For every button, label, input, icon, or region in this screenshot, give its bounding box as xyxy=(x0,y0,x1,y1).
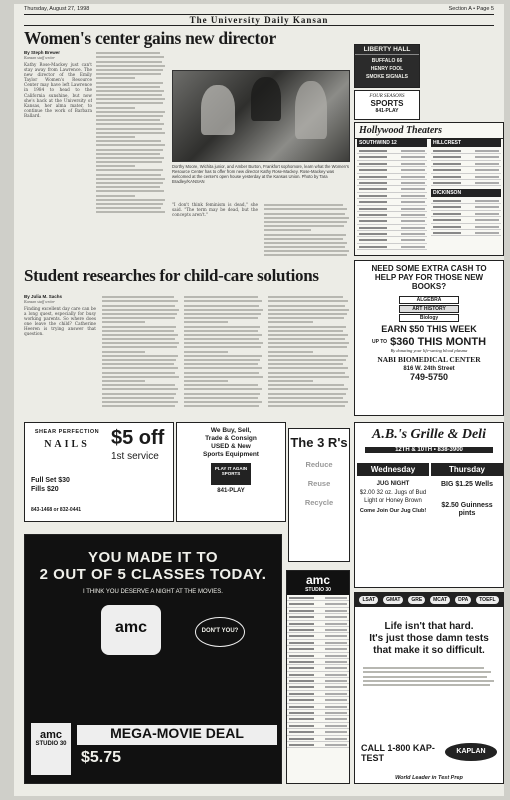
text-line xyxy=(184,342,263,344)
books-headline: NEED SOME EXTRA CASH TO HELP PAY FOR THOSE NEW BOOKS? xyxy=(371,264,487,291)
amc-showtimes xyxy=(287,595,349,748)
text-line xyxy=(264,229,311,231)
text-line xyxy=(184,380,228,382)
article1-column-4 xyxy=(264,202,350,262)
text-line xyxy=(96,207,161,209)
text-line xyxy=(268,401,348,403)
text-line xyxy=(96,102,163,104)
text-line xyxy=(96,86,160,88)
article1-photo xyxy=(172,70,350,162)
wells-deal: BIG $1.25 Wells xyxy=(440,481,493,488)
three-rs-ad xyxy=(288,428,350,562)
text-line xyxy=(102,305,175,307)
liberty-hall-ad[interactable] xyxy=(354,44,420,88)
amc-logo: amc xyxy=(305,573,331,587)
text-line xyxy=(184,309,263,311)
text-line xyxy=(102,397,174,399)
reuse-label: Reuse xyxy=(307,479,331,488)
text-line xyxy=(264,238,343,240)
text-line xyxy=(102,338,175,340)
article1-byline: By Steph Brewer xyxy=(24,50,61,55)
article2-column-2 xyxy=(102,294,180,414)
issue-date: Thursday, August 27, 1998 xyxy=(24,6,90,12)
theater-hillcrest: HILLCREST xyxy=(431,139,501,147)
sports-ad-phone: 841-PLAY xyxy=(375,108,399,114)
text-line xyxy=(102,346,177,348)
section-page: Section A • Page 5 xyxy=(448,6,494,12)
four-seasons-sports-ad[interactable] xyxy=(354,90,420,120)
text-line xyxy=(268,359,346,361)
play-it-again-phone: 841-PLAY xyxy=(217,488,245,494)
article2-column-4 xyxy=(268,294,350,414)
liberty-hall-name: LIBERTY HALL xyxy=(355,45,419,55)
text-line xyxy=(102,376,179,378)
studio30-small: STUDIO 30 xyxy=(35,741,67,747)
test-chip: TOEFL xyxy=(476,596,498,604)
text-line xyxy=(96,123,164,125)
company-address: 816 W. 24th Street xyxy=(403,366,455,372)
listing-row xyxy=(287,742,349,748)
kaplan-tagline: World Leader in Test Prep xyxy=(395,775,463,781)
text-line xyxy=(96,203,163,205)
text-line xyxy=(363,676,487,678)
text-line xyxy=(96,165,135,167)
article2-headline: Student researches for child-care solutions xyxy=(24,266,319,285)
text-line xyxy=(264,242,347,244)
text-line xyxy=(363,667,484,669)
up-to-label: UP TO xyxy=(371,339,388,345)
text-line xyxy=(184,397,258,399)
text-line xyxy=(184,359,260,361)
listing-row xyxy=(431,230,501,236)
photo-caption: Dorthy Moore, Wichita junior, and Amber Burton, Frankfort sophomore, learn what the Women's Resource Center has to offer from new director Kathy Rose-Mackey. Rose-Mackey was welcomed at the center's open house yesterday at the Kansas Union. Photo by Tara Bradley/KANSAN xyxy=(172,164,349,184)
text-line xyxy=(96,90,164,92)
text-line xyxy=(102,313,177,315)
text-line xyxy=(184,376,263,378)
text-line xyxy=(102,321,145,323)
text-line xyxy=(264,217,349,219)
text-line xyxy=(184,393,260,395)
text-line xyxy=(96,140,161,142)
text-line xyxy=(96,153,160,155)
text-line xyxy=(184,330,258,332)
text-line xyxy=(102,367,178,369)
text-line xyxy=(96,169,163,171)
text-line xyxy=(184,355,262,357)
three-rs-title: The 3 R's xyxy=(290,435,348,450)
text-line xyxy=(102,372,175,374)
text-line xyxy=(184,313,261,315)
kaplan-logo: KAPLAN xyxy=(445,743,497,761)
reduce-label: Reduce xyxy=(305,460,333,469)
text-line xyxy=(96,52,160,54)
test-list xyxy=(355,593,503,607)
kaplan-headline-2: It's just those damn tests that make it so difficult. xyxy=(369,633,489,656)
jug-night: JUG NIGHT xyxy=(376,481,410,487)
text-line xyxy=(268,296,343,298)
jug-night-deal: $2.00 32 oz. Jugs of Bud Light or Honey Brown xyxy=(359,490,427,504)
mega-price: $5.75 xyxy=(81,749,122,766)
article1-column-3: "I don't think feminism is dead," she said. "The term may be dead, but the concepts aren't." xyxy=(172,202,258,218)
test-chip: LSAT xyxy=(359,596,378,604)
sports-ad-line1: FOUR SEASONS xyxy=(369,94,405,99)
text-line xyxy=(268,376,349,378)
article2-column-3 xyxy=(184,294,264,414)
theater-dickinson: DICKINSON xyxy=(431,189,501,197)
trade-line3: USED & New xyxy=(211,443,251,450)
text-line xyxy=(264,225,344,227)
text-line xyxy=(268,338,345,340)
text-line xyxy=(184,296,258,298)
text-line xyxy=(268,397,343,399)
text-line xyxy=(184,321,228,323)
test-chip: GMAT xyxy=(383,596,403,604)
text-line xyxy=(268,388,348,390)
text-line xyxy=(96,190,164,192)
text-line xyxy=(102,300,178,302)
text-line xyxy=(96,211,165,213)
text-line xyxy=(268,405,345,407)
book-algebra: ALGEBRA xyxy=(399,296,459,304)
text-line xyxy=(96,69,163,71)
text-line xyxy=(102,342,179,344)
hollywood-theaters-ad[interactable] xyxy=(354,122,504,256)
text-line xyxy=(184,338,259,340)
text-line xyxy=(264,234,346,236)
text-line xyxy=(96,119,160,121)
text-line xyxy=(184,401,262,403)
book-biology: Biology xyxy=(399,314,459,322)
text-line xyxy=(96,65,165,67)
liberty-film-1: BUFFALO 66 xyxy=(371,58,403,64)
full-set-price: Full Set $30 xyxy=(31,477,70,484)
abs-grille-ad[interactable] xyxy=(354,422,504,588)
text-line xyxy=(96,178,165,180)
kaplan-ad[interactable] xyxy=(354,592,504,784)
salon-phone: 843-1468 or 832-0441 xyxy=(31,507,82,513)
text-line xyxy=(184,384,258,386)
text-line xyxy=(102,380,145,382)
text-line xyxy=(268,330,343,332)
text-line xyxy=(184,346,261,348)
text-line xyxy=(96,161,162,163)
text-line xyxy=(268,346,347,348)
speech-bubble: DON'T YOU? xyxy=(195,617,245,647)
text-line xyxy=(268,326,346,328)
text-line xyxy=(184,367,262,369)
article1-lede: Kathy Rose-Mackey just can't stay away from Lawrence. The new director of the Emily Taylor Women's Resource Center may have left Lawrence in 1984 to head to the California sunshine, but now she's back at the University of Kansas, her alma mater, to continue the work of Barbara Ballard. xyxy=(24,62,92,118)
salon-name: SHEAR PERFECTION xyxy=(34,429,100,435)
text-line xyxy=(184,317,258,319)
salon-sub: NAILS xyxy=(44,439,90,450)
sports-ad-line2: SPORTS xyxy=(370,99,404,108)
text-line xyxy=(184,388,262,390)
text-line xyxy=(96,98,165,100)
guinness-deal: $2.50 Guinness pints xyxy=(441,502,493,517)
discount-amount: $5 off xyxy=(111,427,165,449)
text-line xyxy=(102,384,175,386)
dickinson-showtimes xyxy=(431,198,501,236)
wednesday-header: Wednesday xyxy=(357,463,429,476)
text-line xyxy=(184,305,259,307)
movie-headline-2: 2 OUT OF 5 CLASSES TODAY. xyxy=(39,566,267,583)
text-line xyxy=(264,246,345,248)
text-line xyxy=(96,132,165,134)
kaplan-phone: CALL 1-800 KAP-TEST xyxy=(361,743,435,763)
text-line xyxy=(102,326,176,328)
article1-headline: Women's center gains new director xyxy=(24,28,276,48)
article2-affiliation: Kansan staff writer xyxy=(24,299,55,304)
text-line xyxy=(268,372,345,374)
text-line xyxy=(268,367,348,369)
text-line xyxy=(102,363,174,365)
recycle-label: Recycle xyxy=(304,498,334,507)
company-phone: 749-5750 xyxy=(409,372,449,382)
text-line xyxy=(96,56,164,58)
masthead xyxy=(24,14,494,26)
earn-offer: EARN $50 THIS WEEK xyxy=(381,324,477,334)
text-line xyxy=(96,199,165,201)
text-line xyxy=(102,334,178,336)
mega-movie-deal: MEGA-MOVIE DEAL xyxy=(77,725,277,745)
trade-line1: We Buy, Sell, xyxy=(210,427,252,434)
text-line xyxy=(96,82,163,84)
liberty-film-2: HENRY FOOL xyxy=(370,66,404,72)
test-chip: GRE xyxy=(408,596,425,604)
text-line xyxy=(268,305,345,307)
text-line xyxy=(264,221,347,223)
text-line xyxy=(268,309,349,311)
text-line xyxy=(96,107,135,109)
studio30-label: STUDIO 30 xyxy=(305,587,331,593)
test-chip: DPA xyxy=(455,596,471,604)
text-line xyxy=(264,254,347,256)
text-line xyxy=(96,115,163,117)
monthly-amount: $360 THIS MONTH xyxy=(390,336,487,348)
text-line xyxy=(363,671,491,673)
movie-subhead: I THINK YOU DESERVE A NIGHT AT THE MOVIES. xyxy=(83,589,223,595)
text-line xyxy=(102,317,175,319)
text-line xyxy=(268,334,348,336)
article2-byline: By Julia M. Sachs xyxy=(24,294,63,299)
popcorn-logo: amc xyxy=(101,605,161,655)
text-line xyxy=(184,405,259,407)
abs-name: A.B.'s Grille & Deli xyxy=(372,427,486,442)
hillcrest-showtimes xyxy=(431,148,501,186)
text-line xyxy=(268,351,313,353)
paper-name: The University Daily Kansan xyxy=(189,15,329,25)
text-line xyxy=(264,204,343,206)
text-line xyxy=(102,359,176,361)
listing-row xyxy=(431,180,501,186)
amc-logo-small: amc xyxy=(39,729,63,741)
text-line xyxy=(102,309,179,311)
text-line xyxy=(184,326,260,328)
text-line xyxy=(96,136,135,138)
text-line xyxy=(96,61,162,63)
text-line xyxy=(102,388,178,390)
article2-lede: Finding excellent day care can be a long quest, especially for busy working parents. So where does one leave the child? Catherine Heeren is trying answer that question. xyxy=(24,306,96,337)
text-line xyxy=(102,296,174,298)
text-line xyxy=(102,401,178,403)
text-line xyxy=(102,355,178,357)
text-line xyxy=(96,174,161,176)
text-line xyxy=(268,317,344,319)
text-line xyxy=(96,182,163,184)
book-art-history: ART HISTORY xyxy=(399,305,459,313)
kaplan-headline-1: Life isn't that hard. xyxy=(384,621,474,632)
text-line xyxy=(184,334,262,336)
play-it-again-ad[interactable] xyxy=(176,422,286,522)
text-line xyxy=(268,342,349,344)
fills-price: Fills $20 xyxy=(31,486,59,493)
text-line xyxy=(102,351,145,353)
article1-column-2 xyxy=(96,50,166,222)
text-line xyxy=(268,363,343,365)
article2-column-1 xyxy=(24,294,96,406)
hollywood-title: Hollywood Theaters xyxy=(355,123,503,139)
text-line xyxy=(184,300,262,302)
text-line xyxy=(268,384,344,386)
plasma-tagline: By donating your life-saving blood plasma xyxy=(390,348,468,353)
trade-line4: Sports Equipment xyxy=(203,451,259,458)
trade-line2: Trade & Consign xyxy=(205,435,257,442)
biomedical-center-ad[interactable] xyxy=(354,260,504,416)
text-line xyxy=(102,393,176,395)
text-line xyxy=(96,149,163,151)
text-line xyxy=(96,157,164,159)
abs-address: 12TH & 10TH • 838-3900 xyxy=(365,447,493,453)
text-line xyxy=(96,94,162,96)
thursday-header: Thursday xyxy=(431,463,503,476)
text-line xyxy=(268,300,348,302)
movie-headline-1: YOU MADE IT TO xyxy=(87,549,219,566)
text-line xyxy=(96,111,165,113)
southwind-showtimes xyxy=(357,148,427,250)
theater-southwind: SOUTHWIND 12 xyxy=(357,139,427,147)
test-chip: MCAT xyxy=(430,596,450,604)
text-line xyxy=(363,684,490,686)
text-line xyxy=(184,363,258,365)
text-line xyxy=(184,351,228,353)
text-line xyxy=(268,380,313,382)
text-line xyxy=(268,393,346,395)
text-line xyxy=(102,330,174,332)
shear-perfection-ad[interactable] xyxy=(24,422,174,522)
text-line xyxy=(268,321,313,323)
article1-column-1 xyxy=(24,50,92,232)
text-line xyxy=(96,186,160,188)
discount-terms: 1st service xyxy=(111,451,159,462)
text-line xyxy=(264,213,345,215)
text-line xyxy=(96,128,162,130)
text-line xyxy=(96,77,135,79)
liberty-film-3: SMOKE SIGNALS xyxy=(366,74,408,80)
play-it-again-logo: PLAY IT AGAIN SPORTS xyxy=(211,463,251,485)
jug-club: Come Join Our Jug Club! xyxy=(359,508,427,514)
listing-row xyxy=(357,244,427,250)
amc-listings-ad[interactable] xyxy=(286,570,350,784)
text-line xyxy=(363,680,494,682)
text-line xyxy=(264,208,347,210)
company-name: NABI BIOMEDICAL CENTER xyxy=(377,355,481,364)
text-line xyxy=(96,195,135,197)
article1-affiliation: Kansan staff writer xyxy=(24,55,55,60)
text-line xyxy=(96,73,161,75)
kaplan-body xyxy=(363,665,495,687)
text-line xyxy=(264,250,349,252)
amc-movie-ad[interactable] xyxy=(24,534,282,784)
text-line xyxy=(184,372,259,374)
text-line xyxy=(268,355,348,357)
text-line xyxy=(102,405,175,407)
text-line xyxy=(96,144,165,146)
newspaper-page xyxy=(14,4,504,796)
text-line xyxy=(268,313,347,315)
